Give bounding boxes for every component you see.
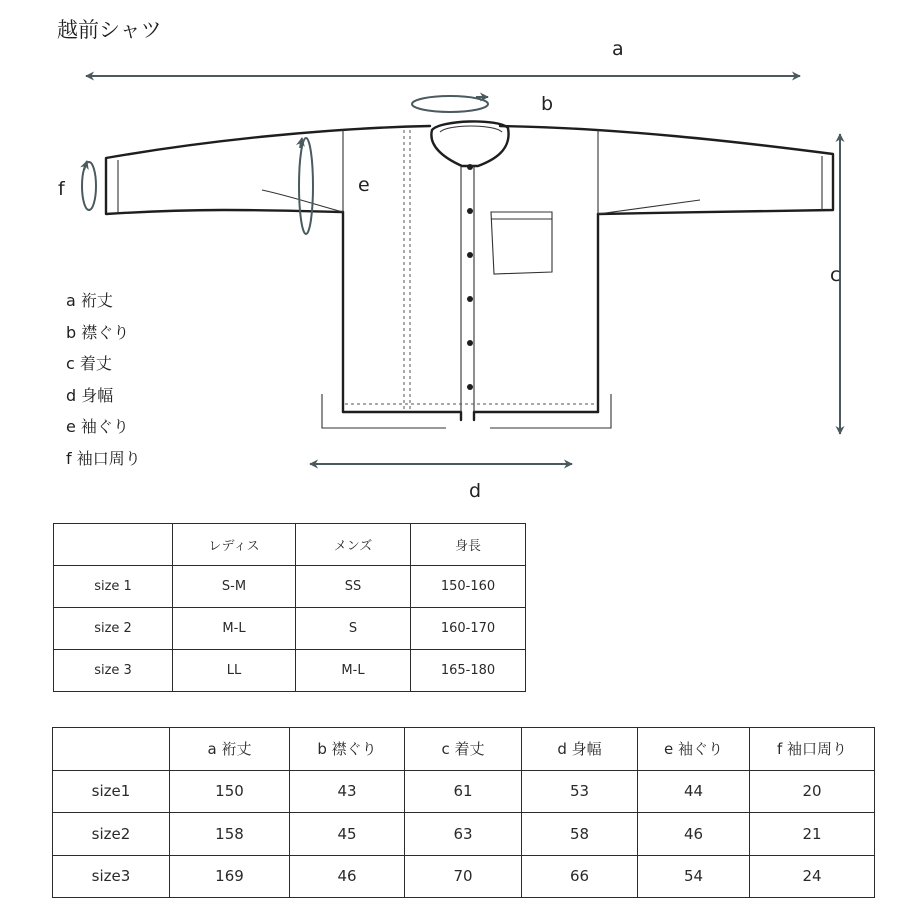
header-cell <box>53 728 170 771</box>
label-b: b <box>541 93 554 115</box>
table-row <box>53 770 875 813</box>
button <box>467 208 473 214</box>
table-row <box>53 813 875 856</box>
button <box>467 296 473 302</box>
table-cell: 54 <box>638 855 750 898</box>
header-cell: 身長 <box>411 524 526 566</box>
table-cell: 46 <box>638 813 750 856</box>
shirt-details <box>118 126 822 428</box>
legend-item-c: c 着丈 <box>66 354 112 373</box>
table-cell: size3 <box>53 855 170 898</box>
page-title: 越前シャツ <box>57 18 162 42</box>
table-cell: S-M <box>173 566 296 608</box>
left-sleeve <box>106 126 430 214</box>
header-cell: c 着丈 <box>405 728 522 771</box>
header-cell: b 襟ぐり <box>290 728 405 771</box>
legend-item-b: b 襟ぐり <box>66 322 130 342</box>
table-cell: 20 <box>750 770 875 813</box>
table-cell: 43 <box>290 770 405 813</box>
collar-inner <box>440 126 502 132</box>
button <box>467 164 473 170</box>
table-cell: 53 <box>522 770 638 813</box>
header-cell: メンズ <box>296 524 411 566</box>
table-cell: size1 <box>53 770 170 813</box>
table-cell: 58 <box>522 813 638 856</box>
header-cell <box>54 524 173 566</box>
collar <box>431 121 508 166</box>
table-cell: size2 <box>53 813 170 856</box>
label-a: a <box>612 38 624 60</box>
table-cell: 165-180 <box>411 650 526 692</box>
table-header-row <box>53 728 875 771</box>
button <box>467 252 473 258</box>
table-row <box>53 855 875 898</box>
legend-item-d: d 身幅 <box>66 385 114 405</box>
size-chart-table <box>53 523 526 692</box>
legend-item-f: f 袖口周り <box>66 448 141 468</box>
table-cell: 63 <box>405 813 522 856</box>
loop-e <box>299 138 313 234</box>
table-cell: LL <box>173 650 296 692</box>
table-cell: size 3 <box>54 650 173 692</box>
left-sleeve-crease <box>262 190 343 212</box>
arrow-f-head <box>84 161 87 170</box>
table-cell: 66 <box>522 855 638 898</box>
header-cell: e 袖ぐり <box>638 728 750 771</box>
legend-item-e: e 袖ぐり <box>66 417 129 436</box>
header-cell: レディス <box>173 524 296 566</box>
table-cell: M-L <box>173 608 296 650</box>
pocket <box>491 212 552 274</box>
table-cell: 61 <box>405 770 522 813</box>
measurement-table <box>52 727 875 898</box>
table-row <box>54 566 526 608</box>
table-header-row <box>54 524 526 566</box>
table-cell: 150-160 <box>411 566 526 608</box>
table-cell: size 2 <box>54 608 173 650</box>
buttons <box>467 164 473 390</box>
table-cell: 160-170 <box>411 608 526 650</box>
label-e: e <box>358 174 370 196</box>
legend-item-a: a 裄丈 <box>66 291 113 310</box>
table-cell: 44 <box>638 770 750 813</box>
table-cell: S <box>296 608 411 650</box>
hem-right <box>474 412 598 420</box>
loop-b <box>412 96 488 112</box>
table-row <box>54 650 526 692</box>
table-cell: 45 <box>290 813 405 856</box>
header-cell: d 身幅 <box>522 728 638 771</box>
measurement-legend <box>66 285 141 474</box>
label-c: c <box>830 264 841 286</box>
table-cell: 150 <box>170 770 290 813</box>
hem-left <box>343 412 461 420</box>
table-cell: 158 <box>170 813 290 856</box>
right-sleeve <box>500 126 833 214</box>
table-cell: SS <box>296 566 411 608</box>
table-row <box>54 608 526 650</box>
table-cell: 46 <box>290 855 405 898</box>
stitch-lines <box>345 130 596 412</box>
button <box>467 384 473 390</box>
table-cell: 21 <box>750 813 875 856</box>
header-cell: a 裄丈 <box>170 728 290 771</box>
table-cell: 70 <box>405 855 522 898</box>
table-cell: 169 <box>170 855 290 898</box>
header-cell: f 袖口周り <box>750 728 875 771</box>
label-d: d <box>469 480 482 502</box>
label-f: f <box>58 178 65 200</box>
table-cell: M-L <box>296 650 411 692</box>
measure-labels <box>58 38 840 502</box>
table-cell: 24 <box>750 855 875 898</box>
button <box>467 340 473 346</box>
table-cell: size 1 <box>54 566 173 608</box>
